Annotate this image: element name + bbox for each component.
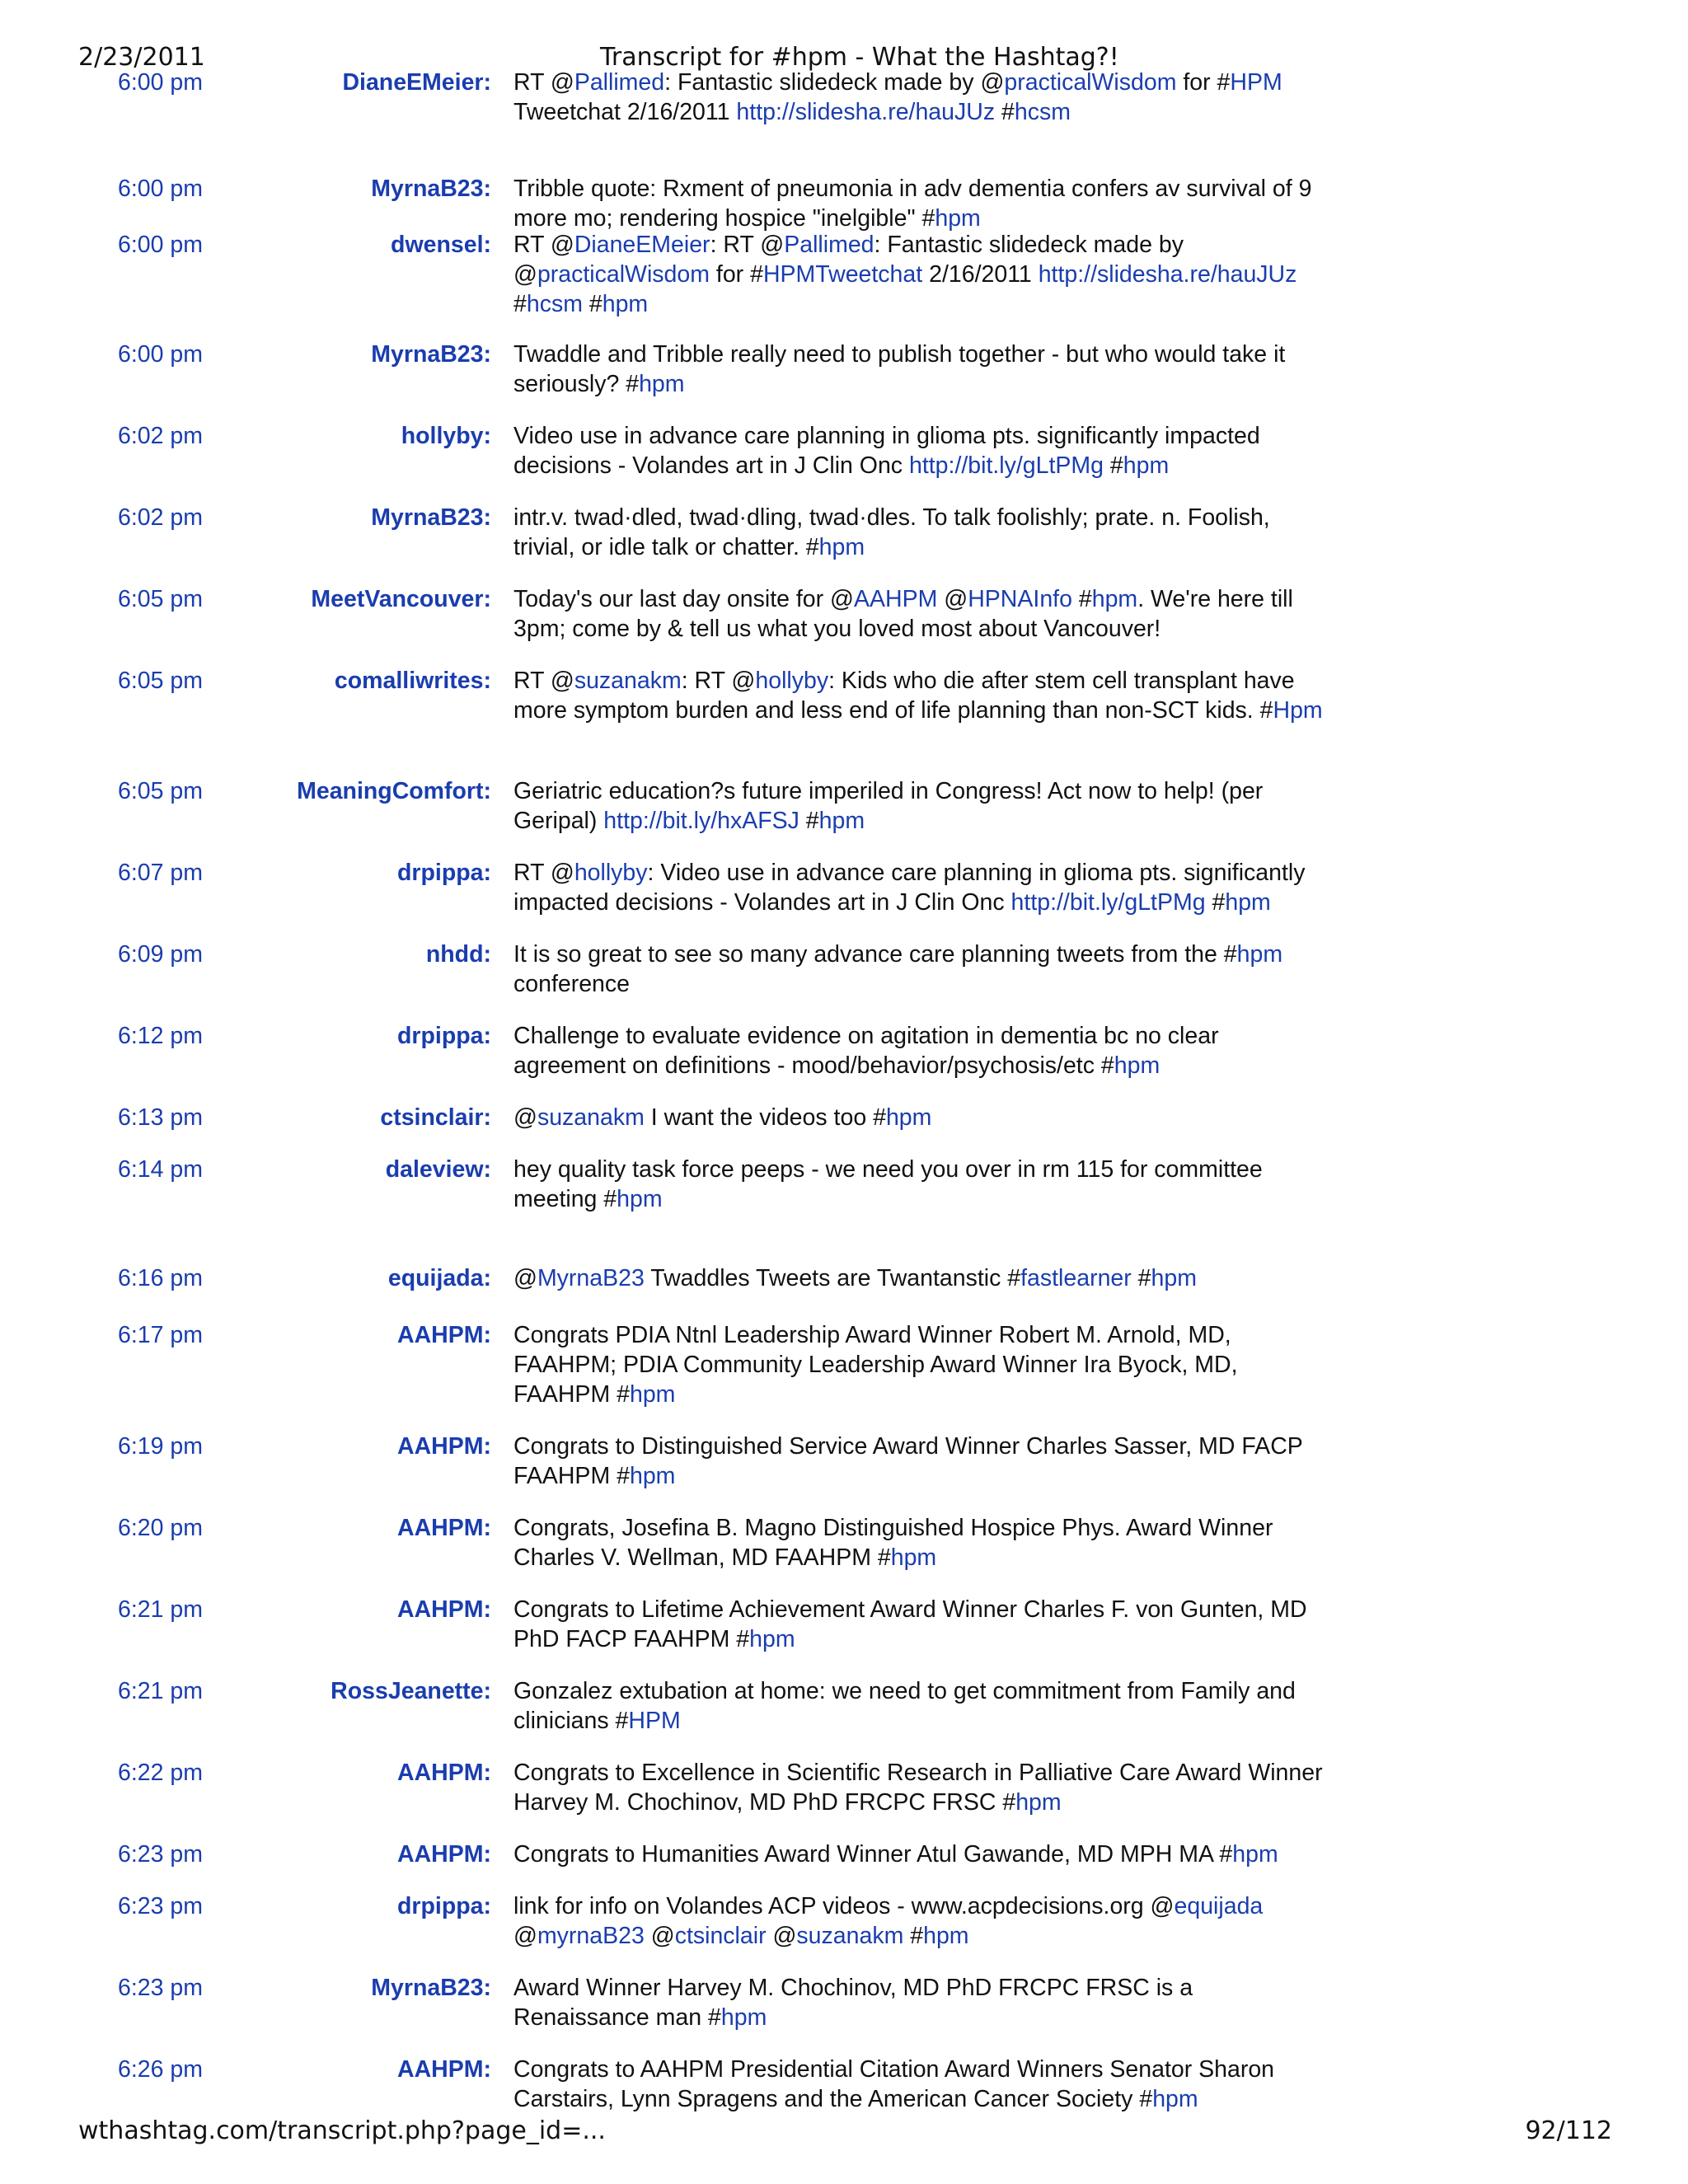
tweet-link[interactable]: hcsm	[1014, 99, 1071, 125]
tweet-username[interactable]: comalliwrites:	[334, 668, 491, 694]
tweet-text: Video use in advance care planning in glioma pts. significantly impacted decisions - Volandes art in J Clin Onc	[513, 423, 1260, 479]
tweet-link[interactable]: hpm	[749, 1626, 795, 1652]
tweet-text: Congrats to Lifetime Achievement Award Winner Charles F. von Gunten, MD PhD FACP FAAHPM #	[513, 1596, 1307, 1652]
tweet-text: #	[903, 1923, 924, 1949]
tweet-time[interactable]: 6:00 pm	[118, 232, 203, 258]
tweet-time[interactable]: 6:00 pm	[118, 176, 203, 202]
tweet-username[interactable]: MeetVancouver:	[311, 586, 491, 612]
tweet-link[interactable]: hpm	[935, 205, 981, 232]
tweet-link[interactable]: MyrnaB23	[537, 1265, 645, 1291]
tweet-username[interactable]: drpippa:	[397, 860, 491, 886]
tweet-message	[513, 1263, 1329, 1293]
tweet-message	[513, 1973, 1329, 2032]
tweet-message	[513, 421, 1329, 480]
tweet-text: Gonzalez extubation at home: we need to get commitment from Family and clinicians #	[513, 1678, 1296, 1734]
tweet-text: Congrats to AAHPM Presidential Citation Award Winners Senator Sharon Carstairs, Lynn Spragens and the American Cancer Society #	[513, 2056, 1275, 2112]
tweet-text: Twaddles Tweets are Twantanstic #	[644, 1265, 1021, 1291]
tweet-time[interactable]: 6:00 pm	[118, 341, 203, 368]
tweet-username[interactable]: nhdd:	[425, 941, 491, 968]
tweet-link[interactable]: hpm	[890, 1544, 937, 1571]
tweet-link[interactable]: suzanakm	[796, 1923, 904, 1949]
tweet-text: Congrats, Josefina B. Magno Distinguished Hospice Phys. Award Winner Charles V. Wellman, MD FAAHPM #	[513, 1515, 1273, 1571]
tweet-time[interactable]: 6:05 pm	[118, 778, 203, 804]
tweet-message	[513, 1595, 1329, 1654]
tweet-link[interactable]: Hpm	[1273, 697, 1323, 724]
tweet-text: #	[1205, 889, 1226, 916]
tweet-message	[513, 230, 1329, 319]
tweet-text: @	[513, 1923, 537, 1949]
tweet-text: It is so great to see so many advance care planning tweets from the #	[513, 941, 1237, 968]
tweet-link[interactable]: suzanakm	[574, 668, 682, 694]
tweet-text: Geriatric education?s future imperiled in Congress! Act now to help! (per Geripal)	[513, 778, 1264, 834]
tweet-link[interactable]: hpm	[818, 808, 865, 834]
tweet-text: Twaddle and Tribble really need to publish together - but who would take it seriously? #	[513, 341, 1286, 397]
tweet-link[interactable]: http://slidesha.re/hauJUz	[1038, 261, 1297, 288]
tweet-text: : Video use in advance care planning in glioma pts. significantly impacted decisions - Volandes art in J Clin Onc	[513, 860, 1306, 916]
tweet-text: 2/16/2011	[922, 261, 1039, 288]
tweet-time[interactable]: 6:23 pm	[118, 1841, 203, 1868]
print-date: 2/23/2011	[78, 43, 205, 72]
tweet-link[interactable]: hpm	[602, 291, 649, 317]
tweet-link[interactable]: hpm	[617, 1186, 663, 1212]
tweet-text: Challenge to evaluate evidence on agitation in dementia bc no clear agreement on definitions - mood/behavior/psychosis/etc #	[513, 1023, 1219, 1079]
tweet-time[interactable]: 6:02 pm	[118, 423, 203, 449]
tweet-link[interactable]: equijada	[1174, 1893, 1264, 1919]
tweet-link[interactable]: http://bit.ly/gLtPMg	[908, 452, 1104, 479]
tweet-username[interactable]: hollyby:	[401, 423, 491, 449]
tweet-text: Congrats PDIA Ntnl Leadership Award Winner Robert M. Arnold, MD, FAAHPM; PDIA Community Leadership Award Winner Ira Byock, MD, FAAHPM #	[513, 1322, 1238, 1408]
tweet-text: #	[1071, 586, 1092, 612]
tweet-link[interactable]: http://bit.ly/gLtPMg	[1010, 889, 1206, 916]
tweet-text: : Fantastic slidedeck made by @	[513, 232, 1184, 288]
tweet-time[interactable]: 6:19 pm	[118, 1433, 203, 1460]
tweet-link[interactable]: AAHPM	[854, 586, 938, 612]
tweet-time[interactable]: 6:23 pm	[118, 1975, 203, 2001]
tweet-time[interactable]: 6:21 pm	[118, 1678, 203, 1704]
tweet-username[interactable]: RossJeanette:	[331, 1678, 491, 1704]
tweet-message	[513, 68, 1329, 127]
tweet-text: RT @	[513, 860, 574, 886]
tweet-link[interactable]: hpm	[720, 2004, 767, 2031]
tweet-link[interactable]: hpm	[923, 1923, 969, 1949]
tweet-time[interactable]: 6:05 pm	[118, 668, 203, 694]
tweet-text: Congrats to Humanities Award Winner Atul Gawande, MD MPH MA #	[513, 1841, 1233, 1868]
tweet-time[interactable]: 6:16 pm	[118, 1265, 203, 1291]
tweet-time[interactable]: 6:22 pm	[118, 1760, 203, 1786]
tweet-text: : RT @	[681, 668, 756, 694]
tweet-message	[513, 666, 1329, 725]
tweet-message	[513, 1320, 1329, 1409]
tweet-text: I want the videos too #	[644, 1104, 886, 1131]
tweet-text: : Fantastic slidedeck made by @	[664, 69, 1005, 96]
tweet-text: @	[513, 1265, 537, 1291]
page-number: 92/112	[1525, 2116, 1612, 2145]
tweet-text: conference	[513, 971, 631, 997]
tweet-link[interactable]: hpm	[1236, 941, 1283, 968]
tweet-username[interactable]: AAHPM:	[397, 1322, 491, 1348]
tweet-time[interactable]: 6:13 pm	[118, 1104, 203, 1131]
tweet-username[interactable]: AAHPM:	[397, 1433, 491, 1460]
tweet-text: . We're here till 3pm; come by & tell us what you loved most about Vancouver!	[513, 586, 1293, 642]
tweet-text: #	[582, 291, 603, 317]
tweet-link[interactable]: http://bit.ly/hxAFSJ	[603, 808, 799, 834]
tweet-username[interactable]: daleview:	[385, 1156, 491, 1183]
tweet-text: for #	[1176, 69, 1231, 96]
tweet-text: Congrats to Distinguished Service Award Winner Charles Sasser, MD FACP FAAHPM #	[513, 1433, 1303, 1489]
tweet-link[interactable]: practicalWisdom	[1004, 69, 1177, 96]
tweet-time[interactable]: 6:26 pm	[118, 2056, 203, 2083]
tweet-link[interactable]: hpm	[1151, 1265, 1197, 1291]
tweet-time[interactable]: 6:21 pm	[118, 1596, 203, 1623]
tweet-text: : RT @	[710, 232, 785, 258]
tweet-time[interactable]: 6:23 pm	[118, 1893, 203, 1919]
tweet-username[interactable]: AAHPM:	[397, 1596, 491, 1623]
tweet-text: link for info on Volandes ACP videos - www.acpdecisions.org @	[513, 1893, 1175, 1919]
tweet-username[interactable]: MeaningComfort:	[297, 778, 491, 804]
tweet-message	[513, 1103, 1329, 1132]
tweet-text: RT @	[513, 69, 574, 96]
tweet-text: Congrats to Excellence in Scientific Research in Palliative Care Award Winner Harvey M. Chochinov, MD PhD FRCPC FRSC #	[513, 1760, 1323, 1816]
tweet-message	[513, 1432, 1329, 1491]
tweet-username[interactable]: AAHPM:	[397, 1760, 491, 1786]
tweet-link[interactable]: hpm	[639, 371, 685, 397]
tweet-message	[513, 1155, 1329, 1214]
tweet-message	[513, 858, 1329, 917]
tweet-link[interactable]: hcsm	[526, 291, 583, 317]
tweet-username[interactable]: ctsinclair:	[380, 1104, 491, 1131]
tweet-link[interactable]: hpm	[629, 1463, 676, 1489]
page-url: wthashtag.com/transcript.php?page_id=...	[78, 2116, 606, 2145]
tweet-link[interactable]: DianeEMeier	[574, 232, 710, 258]
tweet-text: Tweetchat 2/16/2011	[513, 99, 737, 125]
tweet-link[interactable]: practicalWisdom	[537, 261, 710, 288]
tweet-link[interactable]: Pallimed	[574, 69, 665, 96]
tweet-time[interactable]: 6:12 pm	[118, 1023, 203, 1049]
tweet-text: #	[1131, 1265, 1151, 1291]
tweet-username[interactable]: DianeEMeier:	[342, 69, 491, 96]
tweet-message	[513, 503, 1329, 562]
tweet-link[interactable]: hollyby	[755, 668, 829, 694]
tweet-username[interactable]: drpippa:	[397, 1023, 491, 1049]
tweet-link[interactable]: http://slidesha.re/hauJUz	[736, 99, 996, 125]
tweet-time[interactable]: 6:14 pm	[118, 1156, 203, 1183]
tweet-link[interactable]: hpm	[1225, 889, 1271, 916]
tweet-text: : Kids who die after stem cell transplant have more symptom burden and less end of life planning than non-SCT kids. #	[513, 668, 1295, 724]
tweet-link[interactable]: hpm	[1015, 1789, 1062, 1816]
tweet-text: Today's our last day onsite for @	[513, 586, 854, 612]
tweet-link[interactable]: fastlearner	[1020, 1265, 1132, 1291]
tweet-message	[513, 1891, 1329, 1951]
tweet-text: #	[799, 808, 819, 834]
tweet-time[interactable]: 6:07 pm	[118, 860, 203, 886]
tweet-message	[513, 1758, 1329, 1817]
tweet-text: Award Winner Harvey M. Chochinov, MD PhD FRCPC FRSC is a Renaissance man #	[513, 1975, 1193, 2031]
tweet-username[interactable]: AAHPM:	[397, 1841, 491, 1868]
tweet-link[interactable]: HPNAInfo	[968, 586, 1072, 612]
tweet-text: RT @	[513, 668, 574, 694]
tweet-text: for #	[709, 261, 763, 288]
tweet-link[interactable]: myrnaB23	[537, 1923, 645, 1949]
tweet-message	[513, 340, 1329, 399]
tweet-link[interactable]: HPM	[628, 1708, 681, 1734]
tweet-message	[513, 776, 1329, 836]
tweet-message	[513, 1021, 1329, 1080]
tweet-username[interactable]: MyrnaB23:	[371, 341, 491, 368]
tweet-time[interactable]: 6:20 pm	[118, 1515, 203, 1541]
tweet-link[interactable]: hpm	[1091, 586, 1138, 612]
tweet-link[interactable]: hpm	[818, 534, 865, 560]
tweet-time[interactable]: 6:02 pm	[118, 504, 203, 531]
tweet-username[interactable]: MyrnaB23:	[371, 1975, 491, 2001]
tweet-username[interactable]: drpippa:	[397, 1893, 491, 1919]
tweet-time[interactable]: 6:09 pm	[118, 941, 203, 968]
tweet-link[interactable]: hpm	[1232, 1841, 1278, 1868]
tweet-time[interactable]: 6:00 pm	[118, 69, 203, 96]
tweet-text: @	[766, 1923, 797, 1949]
tweet-text: @	[644, 1923, 675, 1949]
tweet-link[interactable]: hpm	[1123, 452, 1170, 479]
tweet-text: intr.v. twad·dled, twad·dling, twad·dles. To talk foolishly; prate. n. Foolish, trivial, or idle talk or chatter. #	[513, 504, 1270, 560]
tweet-text: #	[513, 291, 527, 317]
tweet-message	[513, 940, 1329, 999]
tweet-time[interactable]: 6:17 pm	[118, 1322, 203, 1348]
page-title: Transcript for #hpm - What the Hashtag?!	[600, 43, 1119, 72]
tweet-link[interactable]: HPMTweetchat	[762, 261, 923, 288]
tweet-text: #	[995, 99, 1015, 125]
tweet-link[interactable]: HPM	[1230, 69, 1282, 96]
tweet-link[interactable]: ctsinclair	[674, 1923, 767, 1949]
tweet-message	[513, 174, 1329, 233]
tweet-text: RT @	[513, 232, 574, 258]
tweet-link[interactable]: hpm	[1152, 2086, 1198, 2112]
tweet-text: @	[937, 586, 968, 612]
tweet-username[interactable]: MyrnaB23:	[371, 504, 491, 531]
tweet-text: #	[1104, 452, 1123, 479]
tweet-link[interactable]: hpm	[885, 1104, 932, 1131]
tweet-message	[513, 1840, 1329, 1869]
tweet-username[interactable]: MyrnaB23:	[371, 176, 491, 202]
tweet-message	[513, 584, 1329, 644]
tweet-message	[513, 1676, 1329, 1736]
tweet-username[interactable]: AAHPM:	[397, 2056, 491, 2083]
tweet-time[interactable]: 6:05 pm	[118, 586, 203, 612]
tweet-link[interactable]: suzanakm	[537, 1104, 645, 1131]
tweet-message	[513, 1513, 1329, 1572]
tweet-link[interactable]: hollyby	[574, 860, 648, 886]
tweet-username[interactable]: equijada:	[387, 1265, 491, 1291]
tweet-text: Tribble quote: Rxment of pneumonia in adv dementia confers av survival of 9 more mo; rendering hospice "inelgible" #	[513, 176, 1312, 232]
tweet-link[interactable]: Pallimed	[784, 232, 874, 258]
tweet-username[interactable]: dwensel:	[391, 232, 491, 258]
tweet-link[interactable]: hpm	[1114, 1052, 1160, 1079]
tweet-text: hey quality task force peeps - we need you over in rm 115 for committee meeting #	[513, 1156, 1263, 1212]
tweet-username[interactable]: AAHPM:	[397, 1515, 491, 1541]
tweet-link[interactable]: hpm	[629, 1381, 676, 1408]
tweet-text: @	[513, 1104, 537, 1131]
tweet-message	[513, 2055, 1329, 2114]
